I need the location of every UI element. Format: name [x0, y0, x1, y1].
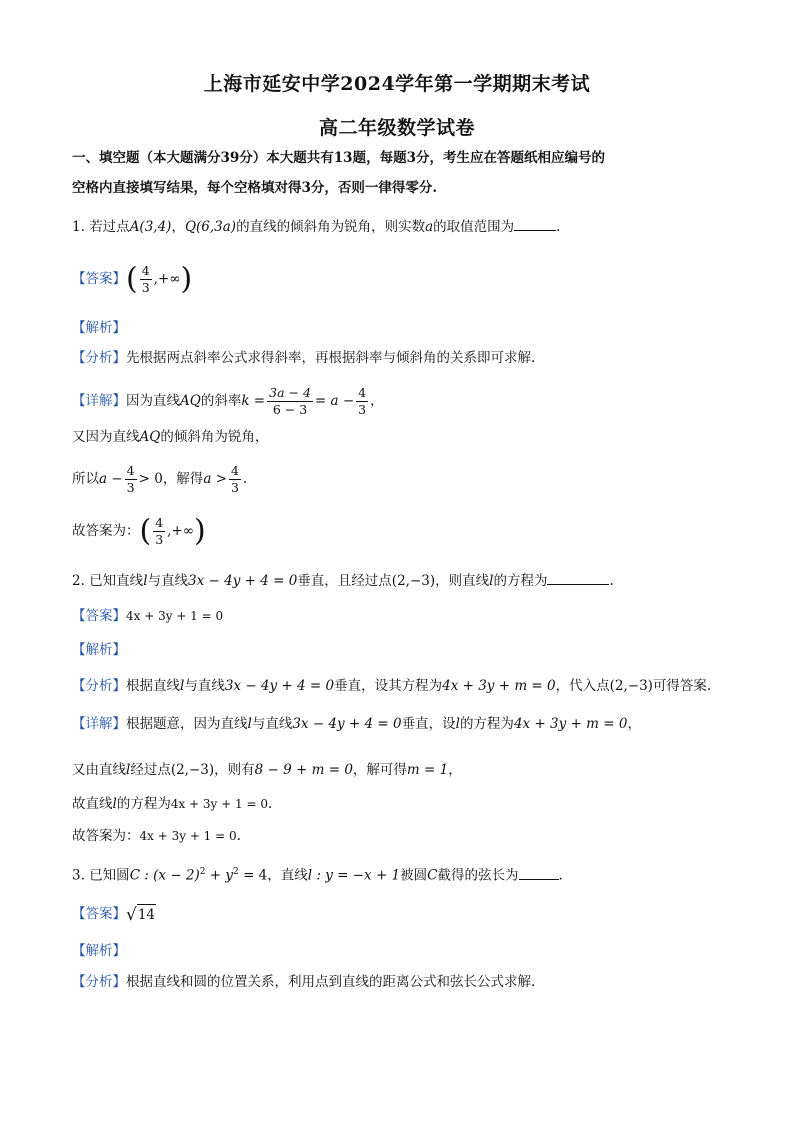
answer-blank: [519, 866, 559, 880]
q1-xiangjie: 【详解】因为直线AQ的斜率k = $\frac{3a - 4}{6 - 3}$ = a − $\frac{4}{3}$ ，: [72, 385, 384, 417]
question-number: 1.: [72, 219, 85, 235]
section-header-line1: 一、填空题（本大题满分39分）本大题共有13题，每题3分，考生应在答题纸相应编号的: [72, 150, 605, 166]
question-1: 1. 若过点A(3,4)，Q(6,3a)的直线的倾斜角为锐角，则实数a的取值范围为 .: [72, 219, 561, 235]
section-header-line2: 空格内直接填写结果，每个空格填对得3分，否则一律得零分.: [72, 180, 438, 196]
q1-step-2: 又因为直线AQ的倾斜角为锐角，: [72, 429, 269, 445]
question-2: 2. 已知直线l与直线3x − 4y + 4 = 0垂直，且经过点(2,−3)，则直线l的方程为 .: [72, 573, 614, 589]
q1-final-answer: 故答案为：( $\frac{4}{3}$ ,+∞): [72, 513, 206, 549]
q2-fenxi: 【分析】根据直线l与直线3x − 4y + 4 = 0垂直，设其方程为4x + 3y + m = 0，代入点(2,−3)可得答案.: [72, 678, 712, 694]
exam-subtitle: 高二年级数学试卷: [318, 117, 475, 139]
question-number: 2.: [72, 573, 85, 589]
q1-fenxi: 【分析】先根据两点斜率公式求得斜率，再根据斜率与倾斜角的关系即可求解.: [72, 350, 536, 366]
exam-title: 上海市延安中学2024学年第一学期期末考试: [203, 73, 591, 95]
q1-jiexi-tag: 【解析】: [72, 320, 126, 336]
q1-step-3: 所以a − $\frac{4}{3}$ > 0，解得a > $\frac{4}{3}$ .: [72, 463, 248, 495]
answer-blank: [514, 217, 556, 231]
sqrt-symbol: √ 14: [126, 905, 156, 925]
q3-jiexi-tag: 【解析】: [72, 943, 126, 959]
q3-fenxi: 【分析】根据直线和圆的位置关系，利用点到直线的距离公式和弦长公式求解.: [72, 974, 536, 990]
q2-answer: 【答案】4x + 3y + 1 = 0: [72, 608, 224, 624]
question-3: 3. 已知圆C : $(x - 2)^2 + y^2 = 4$，直线l : y = −x + 1被圆C截得的弦长为 .: [72, 867, 563, 884]
answer-tag: 【答案】: [72, 906, 126, 922]
answer-tag: 【答案】: [72, 271, 126, 287]
q1-answer: 【答案】( $\frac{4}{3}$ ,+∞): [72, 261, 193, 297]
q2-xiangjie: 【详解】根据题意，因为直线l与直线3x − 4y + 4 = 0垂直，设l的方程为4x + 3y + m = 0，: [72, 716, 641, 732]
q2-step-3: 故直线l的方程为4x + 3y + 1 = 0.: [72, 796, 273, 812]
answer-tag: 【答案】: [72, 608, 126, 624]
q3-answer: [72, 904, 156, 925]
question-number: 3.: [72, 867, 85, 884]
q2-step-2: 又由直线l经过点(2,−3)，则有8 − 9 + m = 0，解可得m = 1，: [72, 762, 462, 778]
answer-blank: [547, 571, 609, 585]
q2-jiexi-tag: 【解析】: [72, 642, 126, 658]
q2-final-answer: 故答案为：4x + 3y + 1 = 0.: [72, 828, 241, 844]
